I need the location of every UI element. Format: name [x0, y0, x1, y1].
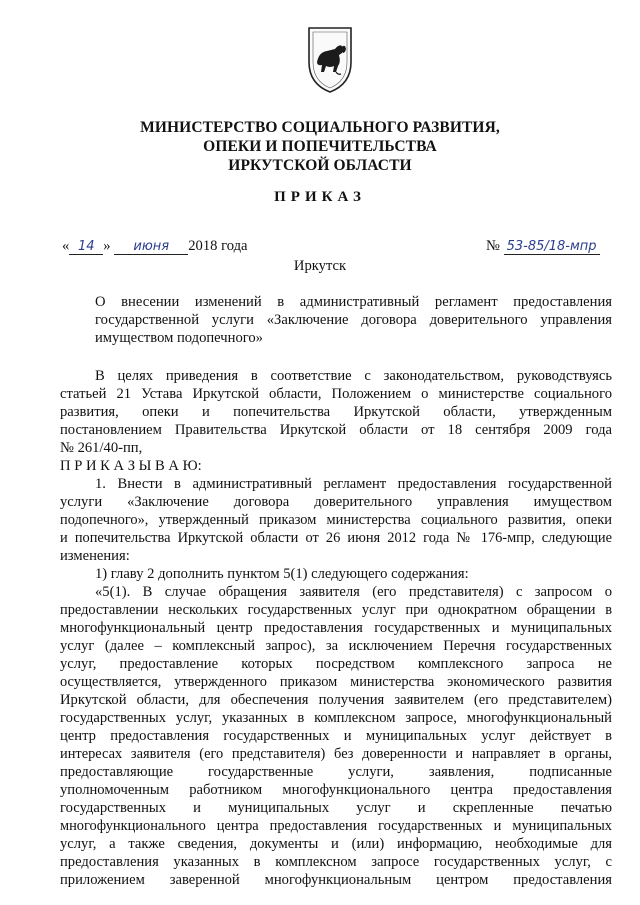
body-line: уполномоченным работником многофункционального центра предоставления [60, 782, 612, 798]
body-line: предоставлении нескольких государственных услуг при однократном обращении в [60, 602, 612, 618]
date-year: 2018 года [188, 238, 248, 254]
number-label: № [486, 238, 500, 254]
ministry-title-line1: МИНИСТЕРСТВО СОЦИАЛЬНОГО РАЗВИТИЯ, [140, 119, 500, 136]
body-line: услуги «Заключение договора доверительного управления имуществом [60, 494, 612, 510]
body-line: «5(1). В случае обращения заявителя (его представителя) с запросом о [95, 584, 612, 600]
body-line: статьей 21 Устава Иркутской области, Положением о министерстве социального [60, 386, 612, 402]
body-line: услуг, предоставление которых посредством комплексного запроса не [60, 656, 612, 672]
body-line: центр предоставления государственных и муниципальных услуг действует в [60, 728, 612, 744]
body-line: многофункционального центра предоставления государственных и муниципальных [60, 818, 612, 834]
subject-line: государственной услуги «Заключение договора доверительного управления [95, 312, 612, 328]
body-line: многофункциональный центр предоставления государственных и муниципальных [60, 620, 612, 636]
body-line: В целях приведения в соответствие с законодательством, руководствуясь [95, 368, 612, 384]
number-value: 53-85/18-мпр [504, 239, 600, 255]
date-month: июня [114, 239, 188, 255]
body-line: Иркутской области, для обеспечения получения заявителем (его представителем) [60, 692, 612, 708]
city-name: Иркутск [293, 258, 347, 274]
body-line: изменения: [60, 548, 130, 564]
date-quote-close: » [103, 238, 111, 254]
body-line: 1. Внести в административный регламент предоставления государственной [95, 476, 612, 492]
coat-of-arms-emblem [305, 22, 355, 94]
body-line: услуг, а также сведения, документы и (или) информацию, необходимые для [60, 836, 612, 852]
order-date [62, 238, 248, 255]
body-line: постановлением Правительства Иркутской области от 18 сентября 2009 года [60, 422, 612, 438]
body-line: услуг (далее – комплексный запрос), за исключением Перечня государственных [60, 638, 612, 654]
body-line: предоставляющие государственные услуги, заявления, подписанные [60, 764, 612, 780]
document-type: ПРИКАЗ [274, 189, 366, 205]
body-line: 1) главу 2 дополнить пунктом 5(1) следующего содержания: [95, 566, 469, 582]
subject-line: О внесении изменений в административный регламент предоставления [95, 294, 612, 310]
body-line: интересах заявителя (его представителя) без доверенности и направляет в органы, [60, 746, 612, 762]
order-number [486, 238, 600, 255]
body-line: предоставления указанных в комплексном запросе государственных услуг, с [60, 854, 612, 870]
body-line: государственных услуг, указанных в комплексном запросе, многофункциональный [60, 710, 612, 726]
subject-line: имуществом подопечного» [95, 330, 263, 346]
ministry-title-line2: ОПЕКИ И ПОПЕЧИТЕЛЬСТВА [203, 138, 437, 155]
body-line: П Р И К А З Ы В А Ю: [60, 458, 202, 474]
body-line: осуществляется, утвержденного приказом министерства экономического развития [60, 674, 612, 690]
body-line: приложением заверенной многофункциональным центром предоставления [60, 872, 612, 888]
body-line: государственных и муниципальных услуг и скрепленные печатью [60, 800, 612, 816]
body-line: № 261/40-пп, [60, 440, 143, 456]
body-line: и попечительства Иркутской области от 26 июня 2012 года № 176-мпр, следующие [60, 530, 612, 546]
ministry-title-line3: ИРКУТСКОЙ ОБЛАСТИ [228, 157, 412, 174]
date-day: 14 [69, 239, 103, 255]
body-line: подопечного», утвержденный приказом министерства социального развития, опеки [60, 512, 612, 528]
irkutsk-coat-of-arms-icon [305, 22, 355, 94]
body-line: развития, опеки и попечительства Иркутской области, утвержденным [60, 404, 612, 420]
date-quote-open: « [62, 238, 70, 254]
